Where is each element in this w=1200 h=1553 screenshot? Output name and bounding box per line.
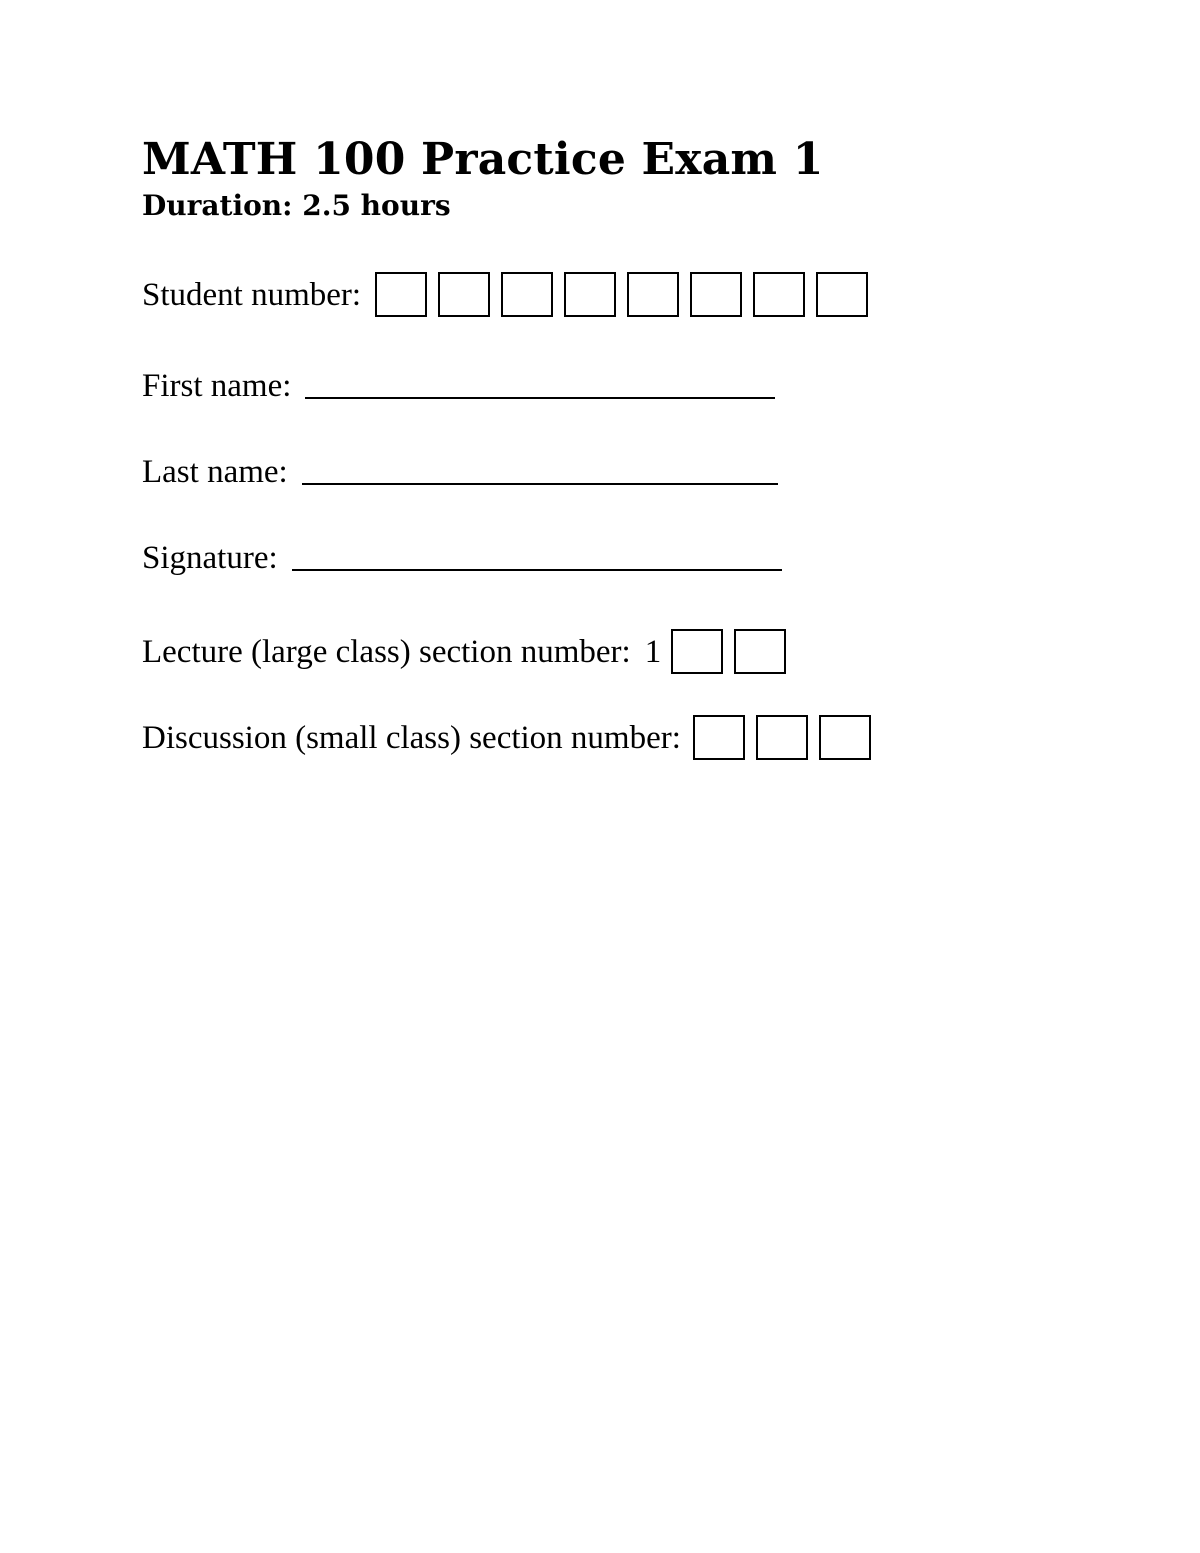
discussion-section-digit-box[interactable] (756, 715, 808, 760)
student-number-digit-box[interactable] (690, 272, 742, 317)
student-number-boxes (375, 272, 868, 317)
signature-label: Signature: (142, 540, 278, 576)
lecture-section-label: Lecture (large class) section number: (142, 633, 631, 670)
discussion-section-label: Discussion (small class) section number: (142, 719, 681, 756)
page-title: MATH 100 Practice Exam 1 (142, 134, 824, 185)
student-number-digit-box[interactable] (375, 272, 427, 317)
student-number-digit-box[interactable] (627, 272, 679, 317)
lecture-section-prefix: 1 (644, 633, 662, 670)
last-name-label: Last name: (142, 454, 288, 490)
lecture-section-boxes (671, 629, 786, 674)
discussion-section-row (142, 715, 871, 760)
student-number-digit-box[interactable] (564, 272, 616, 317)
duration-subtitle: Duration: 2.5 hours (142, 189, 451, 222)
discussion-section-digit-box[interactable] (819, 715, 871, 760)
first-name-label: First name: (142, 368, 292, 404)
student-number-digit-box[interactable] (501, 272, 553, 317)
last-name-row (142, 452, 778, 492)
lecture-section-digit-box[interactable] (734, 629, 786, 674)
signature-row (142, 538, 782, 578)
student-number-digit-box[interactable] (438, 272, 490, 317)
first-name-row (142, 366, 775, 406)
last-name-field[interactable] (302, 483, 778, 485)
student-number-row (142, 272, 868, 317)
signature-field[interactable] (292, 569, 782, 571)
student-number-label: Student number: (142, 276, 362, 313)
first-name-field[interactable] (305, 397, 775, 399)
discussion-section-boxes (693, 715, 871, 760)
discussion-section-digit-box[interactable] (693, 715, 745, 760)
lecture-section-digit-box[interactable] (671, 629, 723, 674)
student-number-digit-box[interactable] (753, 272, 805, 317)
lecture-section-row (142, 629, 786, 674)
student-number-digit-box[interactable] (816, 272, 868, 317)
